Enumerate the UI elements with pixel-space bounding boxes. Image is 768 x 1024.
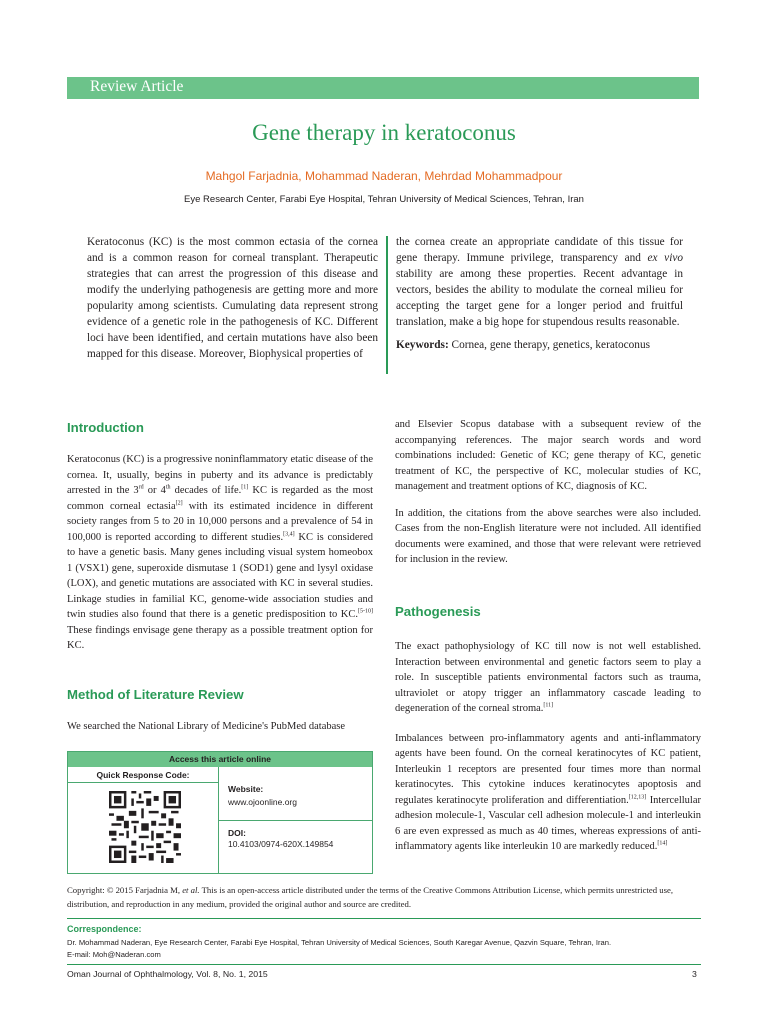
abstract-right-text-2: stability are among these properties. Recent advantage in vectors, besides the ability to modulate the corneal milieu for accepting the target gene for a longer period and fruitful translation, make a big hope for stupendous results reasonable. <box>396 268 683 328</box>
method-text: We searched the National Library of Medicine's PubMed database <box>67 721 346 732</box>
citation[interactable]: [5-10] <box>358 608 373 615</box>
qr-code-icon[interactable] <box>109 791 181 863</box>
journal-citation: Oman Journal of Ophthalmology, Vol. 8, No. 1, 2015 <box>67 969 268 979</box>
footer-rule <box>67 964 701 965</box>
keywords <box>396 337 683 353</box>
method-continued <box>395 417 701 568</box>
correspondence-rule <box>67 918 701 919</box>
correspondence-address: Dr. Mohammad Naderan, Eye Research Center, Farabi Eye Hospital, Tehran University of Medical Sciences, South Karegar Avenue, Qazvin Square, Tehran, Iran. <box>67 938 612 947</box>
citation[interactable]: [14] <box>657 840 668 847</box>
method-paragraph-1: and Elsevier Scopus database with a subsequent review of the accompanying references. The major search words and word combinations included: Genetic of KC; gene therapy of KC, genetic treatment of KC, the perspective of KC, molecular studies of KC, management and treatment options of KC, diagnosis of KC. <box>395 419 701 492</box>
copyright-notice: Copyright: © 2015 Farjadnia M, et al. This is an open-access article distributed under the terms of the Creative Commons Attribution License, which permits unrestricted use, distribution, and reproduction in any medium, provided the original author and source are credited. <box>67 885 673 909</box>
website-label: Website: <box>228 784 264 794</box>
section-label: Review Article <box>90 78 184 95</box>
affiliation: Eye Research Center, Farabi Eye Hospital, Tehran University of Medical Sciences, Tehran, Iran <box>184 194 584 205</box>
abstract-right <box>396 234 683 353</box>
keywords-text: Cornea, gene therapy, genetics, keratoconus <box>448 339 650 351</box>
pathogenesis-text: The exact pathophysiology of KC till now is not well established. Interaction between environmental and genetic factors seem to play a role. In susceptible patients environmental factors such as trauma, ultraviolet or atopy trigger an inflammatory cascade leading to degeneration of the corneal stroma.[11] Imbalances between pro-inflammatory agents and anti-inflammatory agents have been found. On the corneal keratinocytes of KC patient, Interleukin 1 receptors are presented four times more than normal keratinocytes. This cytokine induces keratinocytes apoptosis and regulates keratinocyte proliferation and differentiation.[12,13] Intercellular adhesion molecule-1, Vascular cell adhesion molecule-1 and interleukin 6 are even expressed as much as 40 times, whereas expressions of anti-inflammatory agents like interleukin 10 are markedly reduced.[14] <box>395 641 701 852</box>
citation[interactable]: [12,13] <box>628 794 647 800</box>
correspondence-email[interactable]: E-mail: Moh@Naderan.com <box>67 950 161 959</box>
access-article-box <box>67 751 373 874</box>
citation[interactable]: [2] <box>175 500 183 506</box>
website-link[interactable]: www.ojoonline.org <box>228 797 297 807</box>
introduction-heading: Introduction <box>67 420 144 435</box>
doi-link[interactable]: 10.4103/0974-620X.149854 <box>228 839 334 849</box>
abstract-divider <box>386 236 388 374</box>
author-list: Mahgol Farjadnia, Mohammad Naderan, Mehrdad Mohammadpour <box>205 169 563 183</box>
method-heading: Method of Literature Review <box>67 687 244 702</box>
article-title: Gene therapy in keratoconus <box>252 120 516 145</box>
qr-code-label: Quick Response Code: <box>68 768 218 783</box>
citation[interactable]: [3,4] <box>283 531 295 537</box>
introduction-text: Keratoconus (KC) is a progressive noninflammatory etatic disease of the cornea. It, usually, begins in puberty and its advance is predictably arrested in the 3rd or 4th decades of life.[1] KC is regarded as the most common corneal ectasia[2] with its estimated incidence in different society ranges from 5 to 20 in 10,000 persons and a prevalence of 54 in 100,000 is reported according to different studies.[3,4] KC is considered to have a genetic basis. Many genes including visual system homeobox 1 (VSX1) gene, superoxide dismutase 1 (SOD1) gene and lysyl oxidase (LOX), and genetic mutations are associated with KC in several studies. Linkage studies in familial KC, genome-wide association studies and twin studies also found that there is a genetic predisposition to KC.[5-10] These findings envisage gene therapy as a possible treatment option for KC. <box>67 454 374 651</box>
citation[interactable]: [11] <box>543 702 554 709</box>
page-number: 3 <box>692 969 697 979</box>
keywords-label: Keywords: <box>396 339 449 351</box>
citation[interactable]: [1] <box>241 484 249 491</box>
access-box-header: Access this article online <box>68 752 372 767</box>
abstract-left: Keratoconus (KC) is the most common ectasia of the cornea and is a common reason for corneal transplant. Therapeutic strategies that can arrest the progression of this disease and modify the underlying pathogenesis are getting more and more popularity among scientists. Cumulating data represent strong evidence of a genetic role in the pathogenesis of KC. Different loci have been identified, and certain mutations have also been mapped for this disease. Moreover, Biophysical properties of <box>87 236 378 360</box>
box-divider-horizontal <box>219 820 372 821</box>
abstract-right-text-1: the cornea create an appropriate candidate of this tissue for gene therapy. Immune privilege, transparency and <box>396 236 683 264</box>
doi-label: DOI: <box>228 828 246 838</box>
method-paragraph-2: In addition, the citations from the above searches were also included. Cases from the non-English literature were not included. All identified documents were examined, and those that were relevant were retrieved for inclusion in the review. <box>395 507 701 565</box>
pathogenesis-heading: Pathogenesis <box>395 604 481 619</box>
correspondence-text <box>67 937 707 961</box>
abstract-italic: ex vivo <box>647 252 683 264</box>
correspondence-label: Correspondence: <box>67 924 142 934</box>
